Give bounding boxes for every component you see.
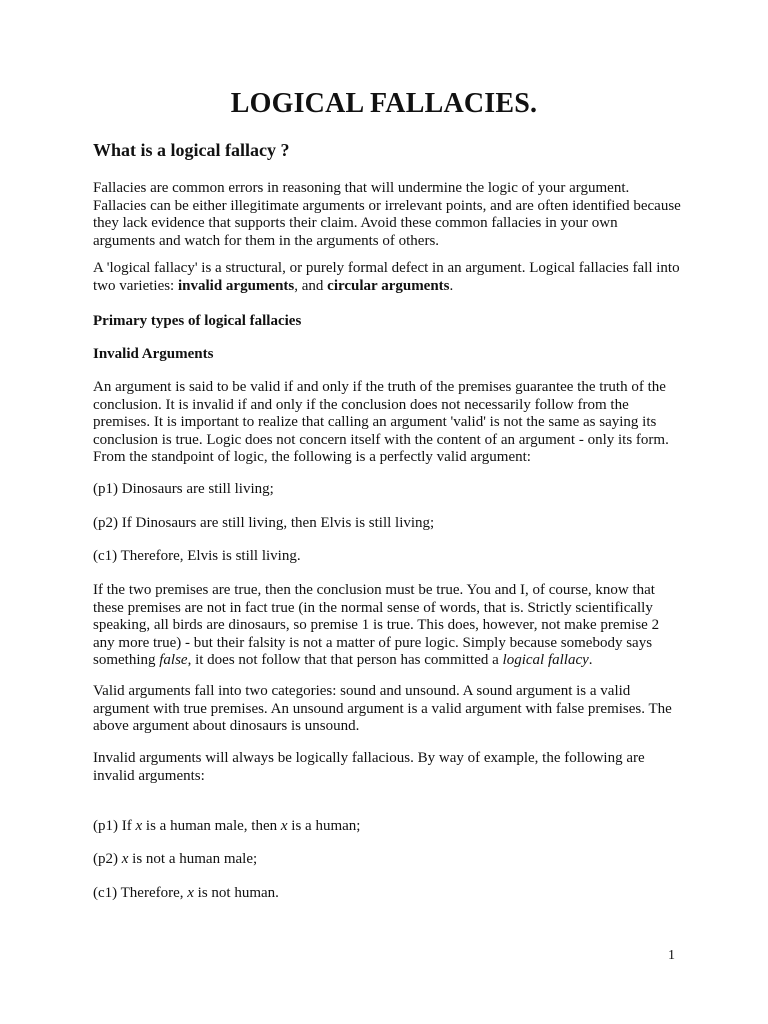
ex2-p1-c: is a human; bbox=[287, 818, 361, 834]
page-title: LOGICAL FALLACIES. bbox=[230, 88, 538, 119]
paragraph-definition-text-a: A 'logical fallacy' is a structural, or purely formal defect in an argument. Logical fallacies fall into two varieties: bbox=[93, 260, 680, 294]
ex2-p2-a: (p2) bbox=[93, 851, 122, 867]
paragraph-sound-unsound: Valid arguments fall into two categories: sound and unsound. A sound argument is a valid argument with true premises. An unsound argument is a valid argument with false premises. The above argument about dinosaurs is unsound. bbox=[93, 683, 672, 735]
section-heading-what-is: What is a logical fallacy ? bbox=[93, 140, 290, 160]
ex2-p1-x1: x bbox=[135, 818, 143, 834]
ex2-c1-b: is not human. bbox=[193, 885, 279, 901]
ex2-p2-b: is not a human male; bbox=[128, 851, 258, 867]
heading-primary-types: Primary types of logical fallacies bbox=[93, 313, 302, 329]
paragraph-premises-text-c: . bbox=[588, 652, 593, 669]
paragraph-validity: An argument is said to be valid if and only if the truth of the premises guarantee the truth of the conclusion. It is invalid if and only if the conclusion does not necessarily follow from the premises. It is important to realize that calling an argument 'valid' is not the same as saying its conclusion is true. Logic does not concern itself with the content of an argument - only its form. From the standpoint of logic, the following is a perfectly valid argument: bbox=[93, 379, 669, 466]
paragraph-premises-truth bbox=[93, 582, 683, 670]
example1-conclusion: (c1) Therefore, Elvis is still living. bbox=[93, 548, 301, 564]
example1-premise2: (p2) If Dinosaurs are still living, then Elvis is still living; bbox=[93, 515, 435, 531]
italic-false: false bbox=[159, 652, 188, 669]
italic-logical-fallacy: logical fallacy bbox=[502, 652, 589, 669]
ex2-p1-a: (p1) If bbox=[93, 818, 136, 834]
example2-premise1 bbox=[93, 818, 683, 836]
heading-invalid-arguments: Invalid Arguments bbox=[93, 346, 214, 362]
example2-premise2 bbox=[93, 851, 683, 869]
example1-premise1: (p1) Dinosaurs are still living; bbox=[93, 481, 274, 497]
paragraph-definition-text-c: , and bbox=[294, 277, 328, 294]
ex2-p1-x2: x bbox=[280, 818, 288, 834]
paragraph-intro: Fallacies are common errors in reasoning that will undermine the logic of your argument. Fallacies can be either illegitimate arguments or irrelevant points, and are often identified because they lack evidence that supports their claim. Avoid these common fallacies in your own arguments and watch for them in the arguments of others. bbox=[93, 180, 681, 249]
page-number: 1 bbox=[668, 948, 675, 963]
ex2-c1-a: (c1) Therefore, bbox=[93, 885, 188, 901]
term-circular-arguments: circular arguments bbox=[327, 277, 450, 294]
ex2-p2-x1: x bbox=[121, 851, 129, 867]
paragraph-premises-text-b: , it does not follow that that person has committed a bbox=[187, 652, 503, 669]
paragraph-premises-text-a: If the two premises are true, then the conclusion must be true. You and I, of course, know that these premises are not in fact true (in the normal sense of words, that is. Strictly scientifically speaking, all birds are dinosaurs, so premise 1 is true. This does, however, not make premise 2 any more true) - but their falsity is not a matter of pure logic. Simply because somebody says something bbox=[93, 582, 660, 669]
ex2-p1-b: is a human male, then bbox=[142, 818, 281, 834]
term-invalid-arguments: invalid arguments bbox=[177, 277, 295, 294]
paragraph-definition bbox=[93, 260, 683, 295]
paragraph-invalid-examples: Invalid arguments will always be logically fallacious. By way of example, the following are invalid arguments: bbox=[93, 750, 645, 784]
example2-conclusion bbox=[93, 885, 683, 903]
paragraph-definition-text-d: . bbox=[449, 277, 454, 294]
ex2-c1-x1: x bbox=[187, 885, 194, 901]
